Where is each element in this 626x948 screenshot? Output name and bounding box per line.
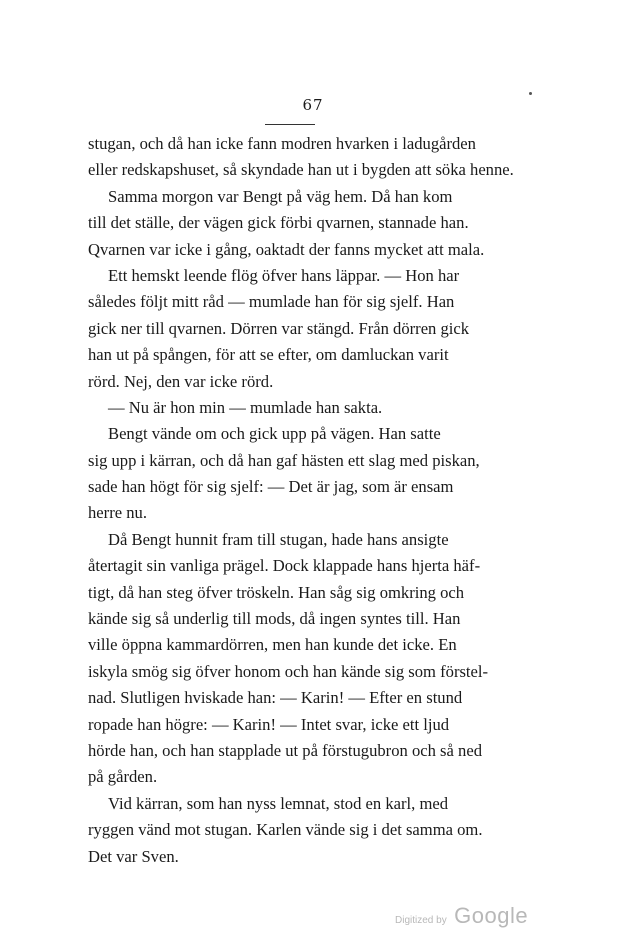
text-line: återtagit sin vanliga prägel. Dock klappade hans hjerta häf- — [88, 556, 481, 576]
text-line: stugan, och då han icke fann modren hvarken i ladugården — [88, 134, 476, 153]
text-line: gick ner till qvarnen. Dörren var stängd. Från dörren gick — [88, 318, 470, 338]
text-line: nad. Slutligen hviskade han: — Karin! — Efter en stund — [88, 688, 463, 708]
text-line: ryggen vänd mot stugan. Karlen vände sig i det samma om. — [88, 820, 483, 840]
text-line: Det var Sven. — [88, 846, 179, 866]
text-line: Vid kärran, som han nyss lemnat, stod en karl, med — [108, 793, 449, 813]
text-line: han ut på spången, för att se efter, om damluckan varit — [88, 345, 449, 365]
text-line: ville öppna kammardörren, men han kunde det icke. En — [88, 635, 457, 655]
text-line: sig upp i kärran, och då han gaf hästen ett slag med piskan, — [88, 450, 480, 470]
text-line: hörde han, och han stapplade ut på förstugubron och så ned — [88, 740, 482, 760]
body-text — [88, 131, 516, 870]
text-line: tigt, då han steg öfver tröskeln. Han såg sig omkring och — [88, 582, 465, 602]
text-line: herre nu. — [88, 503, 147, 523]
text-line: således följt mitt råd — mumlade han för sig sjelf. Han — [88, 292, 455, 312]
watermark-brand: Google — [454, 903, 529, 928]
text-line: — Nu är hon min — mumlade han sakta. — [108, 397, 383, 417]
page-number-rule — [265, 124, 315, 125]
text-line: sade han högt för sig sjelf: — Det är jag, som är ensam — [88, 477, 454, 497]
text-line: kände sig så underlig till mods, då ingen syntes till. Han — [88, 609, 461, 629]
text-line: på gården. — [88, 767, 158, 787]
ink-speck — [529, 92, 532, 95]
text-line: rörd. Nej, den var icke rörd. — [88, 371, 274, 391]
digitization-watermark — [395, 903, 528, 929]
text-line: till det ställe, der vägen gick förbi qvarnen, stannade han. — [88, 213, 469, 233]
text-line: iskyla smög sig öfver honom och han kände sig som förstel- — [88, 661, 489, 681]
text-line: Qvarnen var icke i gång, oaktadt der fanns mycket att mala. — [88, 239, 485, 259]
text-line: Samma morgon var Bengt på väg hem. Då han kom — [108, 186, 453, 206]
watermark-prefix: Digitized by — [395, 915, 447, 926]
text-line: eller redskapshuset, så skyndade han ut i bygden att söka henne. — [88, 160, 514, 180]
text-line: ropade han högre: — Karin! — Intet svar, icke ett ljud — [88, 714, 450, 734]
text-line: Då Bengt hunnit fram till stugan, hade hans ansigte — [108, 529, 449, 549]
page-number: 67 — [302, 96, 324, 114]
text-line: Ett hemskt leende flög öfver hans läppar. — Hon har — [108, 265, 460, 285]
text-line: Bengt vände om och gick upp på vägen. Han satte — [108, 424, 441, 444]
